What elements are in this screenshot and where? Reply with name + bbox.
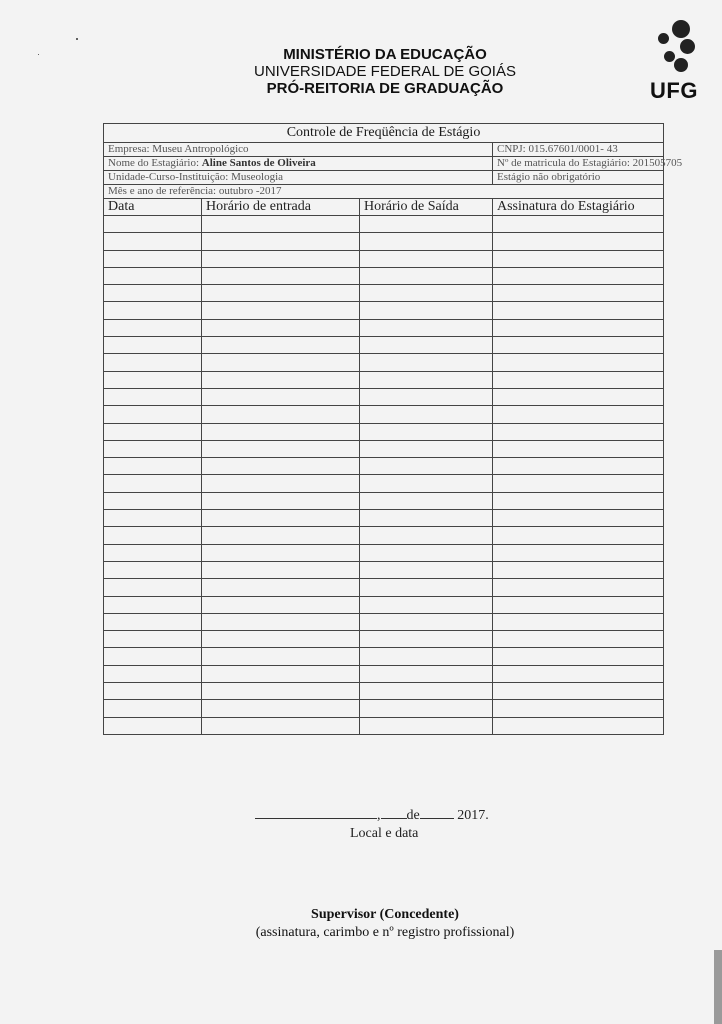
table-row: [104, 717, 664, 734]
table-row: [104, 544, 664, 561]
date-cell[interactable]: [104, 613, 202, 630]
exit-time-cell[interactable]: [360, 354, 493, 371]
entry-time-cell[interactable]: [202, 233, 360, 250]
entry-time-cell[interactable]: [202, 648, 360, 665]
entry-time-cell[interactable]: [202, 683, 360, 700]
form-title: Controle de Freqüência de Estágio: [104, 124, 664, 143]
signature-cell[interactable]: [493, 561, 664, 578]
supervisor-block: [220, 906, 550, 942]
date-cell[interactable]: [104, 267, 202, 284]
date-cell[interactable]: [104, 561, 202, 578]
table-row: [104, 475, 664, 492]
date-cell[interactable]: [104, 354, 202, 371]
intern-name-label: Nome do Estagiário:: [108, 157, 202, 169]
signature-cell[interactable]: [493, 492, 664, 509]
table-row: [104, 216, 664, 233]
entry-time-cell[interactable]: [202, 337, 360, 354]
logo-text: UFG: [650, 78, 698, 103]
table-row: [104, 285, 664, 302]
exit-time-cell[interactable]: [360, 406, 493, 423]
university-title: UNIVERSIDADE FEDERAL DE GOIÁS: [253, 63, 516, 80]
date-cell[interactable]: [104, 648, 202, 665]
local-blank[interactable]: [255, 806, 377, 819]
scan-speck: [76, 38, 78, 40]
signature-cell[interactable]: [493, 250, 664, 267]
exit-time-cell[interactable]: [360, 613, 493, 630]
table-row: [104, 631, 664, 648]
signature-cell[interactable]: [493, 596, 664, 613]
signature-cell[interactable]: [493, 354, 664, 371]
entry-time-cell[interactable]: [202, 700, 360, 717]
table-row: [104, 354, 664, 371]
date-cell[interactable]: [104, 285, 202, 302]
table-row: [104, 423, 664, 440]
registration-field: Nº de matricula do Estagiário: 201505705: [493, 157, 664, 171]
date-cell[interactable]: [104, 544, 202, 561]
unit-course-field: Unidade-Curso-Instituição: Museologia: [104, 171, 493, 185]
signature-cell[interactable]: [493, 510, 664, 527]
table-row: [104, 267, 664, 284]
entry-time-cell[interactable]: [202, 319, 360, 336]
supervisor-note: (assinatura, carimbo e nº registro profissional): [255, 925, 515, 940]
date-cell[interactable]: [104, 631, 202, 648]
entry-time-cell[interactable]: [202, 458, 360, 475]
intern-name-value: Aline Santos de Oliveira: [201, 157, 316, 169]
date-cell[interactable]: [104, 216, 202, 233]
table-row: [104, 250, 664, 267]
comma: ,: [377, 808, 381, 823]
entry-time-cell[interactable]: [202, 388, 360, 405]
signature-cell[interactable]: [493, 406, 664, 423]
table-row: [104, 319, 664, 336]
date-cell[interactable]: [104, 302, 202, 319]
date-cell[interactable]: [104, 700, 202, 717]
exit-time-cell[interactable]: [360, 216, 493, 233]
month-blank[interactable]: [420, 806, 454, 819]
signature-cell[interactable]: [493, 216, 664, 233]
internship-type-field: Estágio não obrigatório: [493, 171, 664, 185]
entry-time-cell[interactable]: [202, 475, 360, 492]
cnpj-field: CNPJ: 015.67601/0001- 43: [493, 143, 664, 157]
table-row: [104, 648, 664, 665]
table-row: [104, 371, 664, 388]
table-row: [104, 527, 664, 544]
signature-cell[interactable]: [493, 683, 664, 700]
date-cell[interactable]: [104, 406, 202, 423]
exit-time-cell[interactable]: [360, 319, 493, 336]
table-row: [104, 233, 664, 250]
table-row: [104, 458, 664, 475]
date-cell[interactable]: [104, 337, 202, 354]
entry-time-cell[interactable]: [202, 354, 360, 371]
entry-time-cell[interactable]: [202, 579, 360, 596]
date-cell[interactable]: [104, 579, 202, 596]
column-header-exit-time: Horário de Saída: [360, 199, 493, 216]
date-cell[interactable]: [104, 492, 202, 509]
date-cell[interactable]: [104, 250, 202, 267]
signature-cell[interactable]: [493, 579, 664, 596]
date-cell[interactable]: [104, 371, 202, 388]
table-row: [104, 406, 664, 423]
entry-time-cell[interactable]: [202, 371, 360, 388]
department-title: PRÓ-REITORIA DE GRADUAÇÃO: [266, 80, 504, 97]
exit-time-cell[interactable]: [360, 371, 493, 388]
table-row: [104, 596, 664, 613]
entry-time-cell[interactable]: [202, 510, 360, 527]
exit-time-cell[interactable]: [360, 648, 493, 665]
exit-time-cell[interactable]: [360, 285, 493, 302]
table-row: [104, 440, 664, 457]
date-cell[interactable]: [104, 319, 202, 336]
exit-time-cell[interactable]: [360, 388, 493, 405]
intern-name-field: [104, 157, 493, 171]
exit-time-cell[interactable]: [360, 665, 493, 682]
local-date-line: [255, 806, 525, 824]
date-cell[interactable]: [104, 527, 202, 544]
local-date-label: Local e data: [350, 826, 419, 841]
signature-cell[interactable]: [493, 337, 664, 354]
exit-time-cell[interactable]: [360, 631, 493, 648]
de-text: de: [406, 808, 420, 823]
signature-cell[interactable]: [493, 648, 664, 665]
table-row: [104, 613, 664, 630]
signature-cell[interactable]: [493, 700, 664, 717]
entry-time-cell[interactable]: [202, 665, 360, 682]
table-row: [104, 337, 664, 354]
exit-time-cell[interactable]: [360, 717, 493, 734]
entry-time-cell[interactable]: [202, 267, 360, 284]
signature-cell[interactable]: [493, 319, 664, 336]
company-field: Empresa: Museu Antropológico: [104, 143, 493, 157]
exit-time-cell[interactable]: [360, 544, 493, 561]
date-cell[interactable]: [104, 458, 202, 475]
scan-speck: [38, 54, 39, 55]
column-header-signature: Assinatura do Estagiário: [493, 199, 664, 216]
signature-cell[interactable]: [493, 388, 664, 405]
exit-time-cell[interactable]: [360, 475, 493, 492]
scan-edge-shadow: [714, 950, 722, 1024]
table-row: [104, 388, 664, 405]
date-cell[interactable]: [104, 233, 202, 250]
exit-time-cell[interactable]: [360, 302, 493, 319]
date-cell[interactable]: [104, 388, 202, 405]
signature-cell[interactable]: [493, 544, 664, 561]
entry-time-cell[interactable]: [202, 302, 360, 319]
exit-time-cell[interactable]: [360, 579, 493, 596]
date-cell[interactable]: [104, 423, 202, 440]
date-cell[interactable]: [104, 717, 202, 734]
table-row: [104, 561, 664, 578]
date-cell[interactable]: [104, 596, 202, 613]
exit-time-cell[interactable]: [360, 440, 493, 457]
table-row: [104, 302, 664, 319]
exit-time-cell[interactable]: [360, 423, 493, 440]
exit-time-cell[interactable]: [360, 510, 493, 527]
table-row: [104, 665, 664, 682]
signature-cell[interactable]: [493, 631, 664, 648]
entry-time-cell[interactable]: [202, 717, 360, 734]
exit-time-cell[interactable]: [360, 527, 493, 544]
signature-cell[interactable]: [493, 475, 664, 492]
supervisor-label: Supervisor (Concedente): [311, 907, 459, 922]
exit-time-cell[interactable]: [360, 337, 493, 354]
signature-cell[interactable]: [493, 233, 664, 250]
exit-time-cell[interactable]: [360, 267, 493, 284]
ministry-title: MINISTÉRIO DA EDUCAÇÃO: [283, 46, 487, 63]
entry-time-cell[interactable]: [202, 250, 360, 267]
column-header-date: Data: [104, 199, 202, 216]
date-cell[interactable]: [104, 665, 202, 682]
signature-cell[interactable]: [493, 285, 664, 302]
date-cell[interactable]: [104, 683, 202, 700]
table-row: [104, 492, 664, 509]
day-blank[interactable]: [381, 806, 407, 819]
date-cell[interactable]: [104, 475, 202, 492]
date-cell[interactable]: [104, 440, 202, 457]
exit-time-cell[interactable]: [360, 458, 493, 475]
exit-time-cell[interactable]: [360, 700, 493, 717]
entry-time-cell[interactable]: [202, 492, 360, 509]
entry-time-cell[interactable]: [202, 527, 360, 544]
year-text: 2017.: [457, 808, 489, 823]
entry-time-cell[interactable]: [202, 285, 360, 302]
entry-time-cell[interactable]: [202, 423, 360, 440]
date-cell[interactable]: [104, 510, 202, 527]
table-row: [104, 510, 664, 527]
entry-time-cell[interactable]: [202, 613, 360, 630]
exit-time-cell[interactable]: [360, 561, 493, 578]
exit-time-cell[interactable]: [360, 683, 493, 700]
signature-cell[interactable]: [493, 302, 664, 319]
signature-cell[interactable]: [493, 665, 664, 682]
table-row: [104, 579, 664, 596]
entry-time-cell[interactable]: [202, 561, 360, 578]
column-header-entry-time: Horário de entrada: [202, 199, 360, 216]
entry-time-cell[interactable]: [202, 406, 360, 423]
exit-time-cell[interactable]: [360, 250, 493, 267]
signature-cell[interactable]: [493, 717, 664, 734]
table-row: [104, 700, 664, 717]
institution-header: [200, 46, 570, 97]
signature-cell[interactable]: [493, 267, 664, 284]
entry-time-cell[interactable]: [202, 596, 360, 613]
signature-cell[interactable]: [493, 527, 664, 544]
signature-cell[interactable]: [493, 458, 664, 475]
entry-time-cell[interactable]: [202, 631, 360, 648]
attendance-table: [103, 123, 683, 735]
ufg-logo-icon: [646, 20, 702, 106]
exit-time-cell[interactable]: [360, 492, 493, 509]
signature-cell[interactable]: [493, 423, 664, 440]
entry-time-cell[interactable]: [202, 440, 360, 457]
entry-time-cell[interactable]: [202, 544, 360, 561]
signature-cell[interactable]: [493, 440, 664, 457]
table-row: [104, 683, 664, 700]
entry-time-cell[interactable]: [202, 216, 360, 233]
signature-cell[interactable]: [493, 371, 664, 388]
reference-month-field: Mês e ano de referência: outubro -2017: [104, 185, 664, 199]
signature-cell[interactable]: [493, 613, 664, 630]
exit-time-cell[interactable]: [360, 596, 493, 613]
exit-time-cell[interactable]: [360, 233, 493, 250]
